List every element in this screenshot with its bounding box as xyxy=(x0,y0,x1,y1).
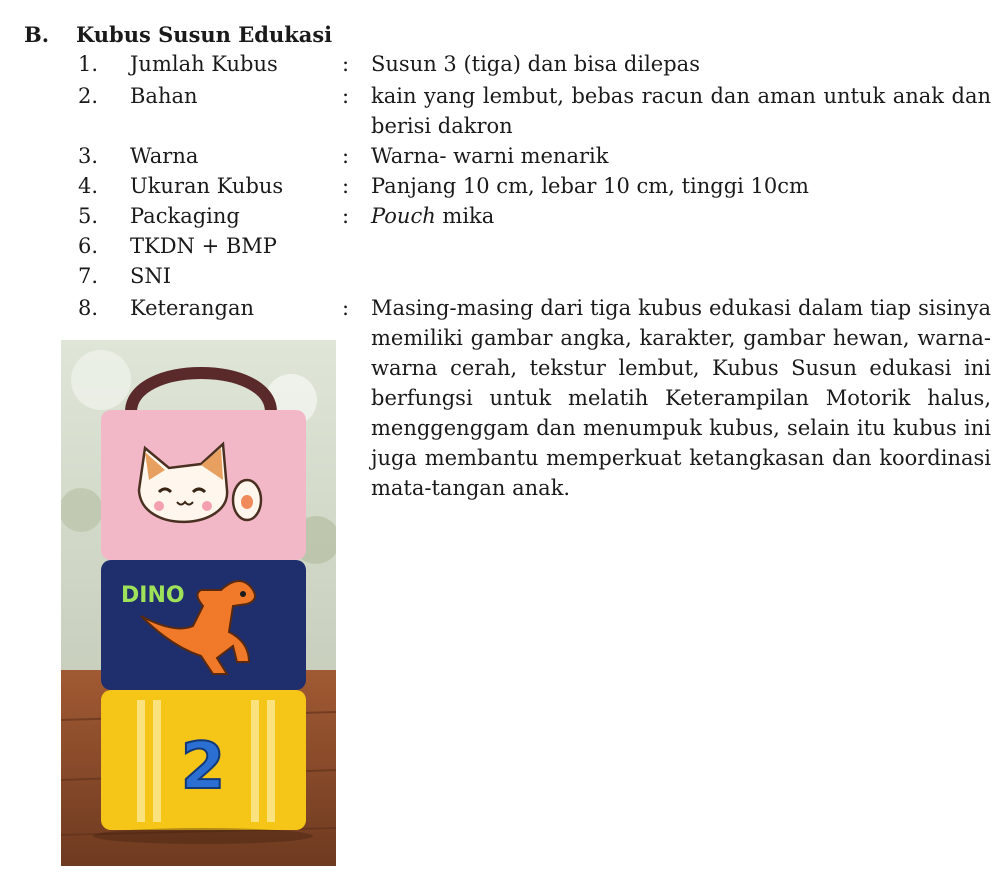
product-illustration xyxy=(61,340,336,866)
row-colon: : xyxy=(342,84,350,108)
section-letter: B. xyxy=(24,22,50,47)
row-label: Keterangan xyxy=(130,296,254,320)
row-value: Masing-masing dari tiga kubus edukasi dalam tiap sisinya memiliki gambar angka, karakter, gambar hewan, warna-warna cerah, tekstur lembut, Kubus Susun edukasi ini berfungsi untuk melatih Keterampilan Motorik halus, menggenggam dan menumpuk kubus, selain itu kubus ini juga membantu memperkuat ketangkasan dan koordinasi mata-tangan anak. xyxy=(371,296,991,500)
row-label: Ukuran Kubus xyxy=(130,174,284,198)
row-value-rest: mika xyxy=(435,204,495,228)
bokeh-shadow xyxy=(61,488,103,532)
row-number: 6. xyxy=(78,234,99,258)
row-number: 8. xyxy=(78,296,99,320)
dino-label: DINO xyxy=(121,583,185,608)
row-value: kain yang lembut, bebas racun dan aman untuk anak dan berisi dakron xyxy=(371,84,991,138)
row-colon: : xyxy=(342,52,350,76)
row-colon: : xyxy=(342,174,350,198)
row-number: 2. xyxy=(78,84,99,108)
row-label: Bahan xyxy=(130,84,198,108)
row-value-italic: Pouch xyxy=(371,204,436,228)
row-colon: : xyxy=(342,144,350,168)
row-value xyxy=(371,201,991,231)
row-label: Warna xyxy=(130,144,199,168)
row-number: 7. xyxy=(78,264,99,288)
row-label: Packaging xyxy=(130,204,240,228)
row-number: 5. xyxy=(78,204,99,228)
section-heading xyxy=(24,22,332,47)
row-value: Panjang 10 cm, lebar 10 cm, tinggi 10cm xyxy=(371,174,809,198)
row-number: 1. xyxy=(78,52,99,76)
stack-shadow xyxy=(93,828,313,844)
row-colon: : xyxy=(342,204,350,228)
row-label: SNI xyxy=(130,264,172,288)
row-value: Warna- warni menarik xyxy=(371,144,609,168)
row-number: 4. xyxy=(78,174,99,198)
row-label: TKDN + BMP xyxy=(130,234,277,258)
row-colon: : xyxy=(342,296,350,320)
row-number: 3. xyxy=(78,144,99,168)
row-value: Susun 3 (tiga) dan bisa dilepas xyxy=(371,52,700,76)
bokeh-light xyxy=(71,350,131,410)
row-label: Jumlah Kubus xyxy=(130,52,278,76)
number-two: 2 xyxy=(180,730,226,804)
product-photo xyxy=(61,340,336,866)
section-title: Kubus Susun Edukasi xyxy=(76,22,333,47)
